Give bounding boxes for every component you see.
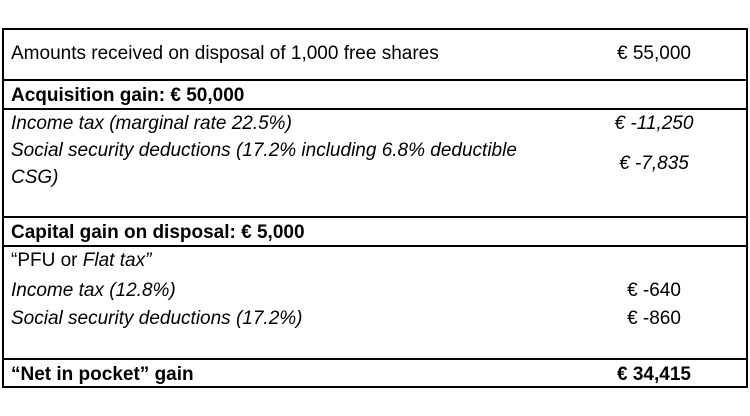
row-divider <box>4 108 746 110</box>
disposal-value: € 55,000 <box>617 43 691 64</box>
social-security-flat-value: € -860 <box>627 308 681 329</box>
income-tax-marginal-label: Income tax (marginal rate 22.5%) <box>11 113 292 134</box>
social-security-value: € -7,835 <box>619 153 689 174</box>
disposal-label: Amounts received on disposal of 1,000 free shares <box>11 43 439 64</box>
row-divider <box>4 245 746 247</box>
pfu-label <box>11 249 151 273</box>
social-security-label: Social security deductions (17.2% including 6.8% deductible CSG) <box>11 140 517 188</box>
net-in-pocket-value: € 34,415 <box>617 364 691 385</box>
income-tax-flat-label: Income tax (12.8%) <box>11 280 176 301</box>
acquisition-gain-header: Acquisition gain: € 50,000 <box>11 85 245 106</box>
capital-gain-header: Capital gain on disposal: € 5,000 <box>11 222 305 243</box>
pfu-label-italic: Flat tax” <box>82 250 152 271</box>
row-divider <box>4 358 746 360</box>
tax-summary-table <box>2 28 748 388</box>
pfu-label-prefix: “PFU or <box>11 250 83 271</box>
row-divider <box>4 216 746 218</box>
net-in-pocket-label: “Net in pocket” gain <box>11 364 194 385</box>
row-divider <box>4 79 746 81</box>
income-tax-marginal-value: € -11,250 <box>614 113 694 134</box>
income-tax-flat-value: € -640 <box>627 280 681 301</box>
social-security-flat-label: Social security deductions (17.2%) <box>11 308 303 329</box>
